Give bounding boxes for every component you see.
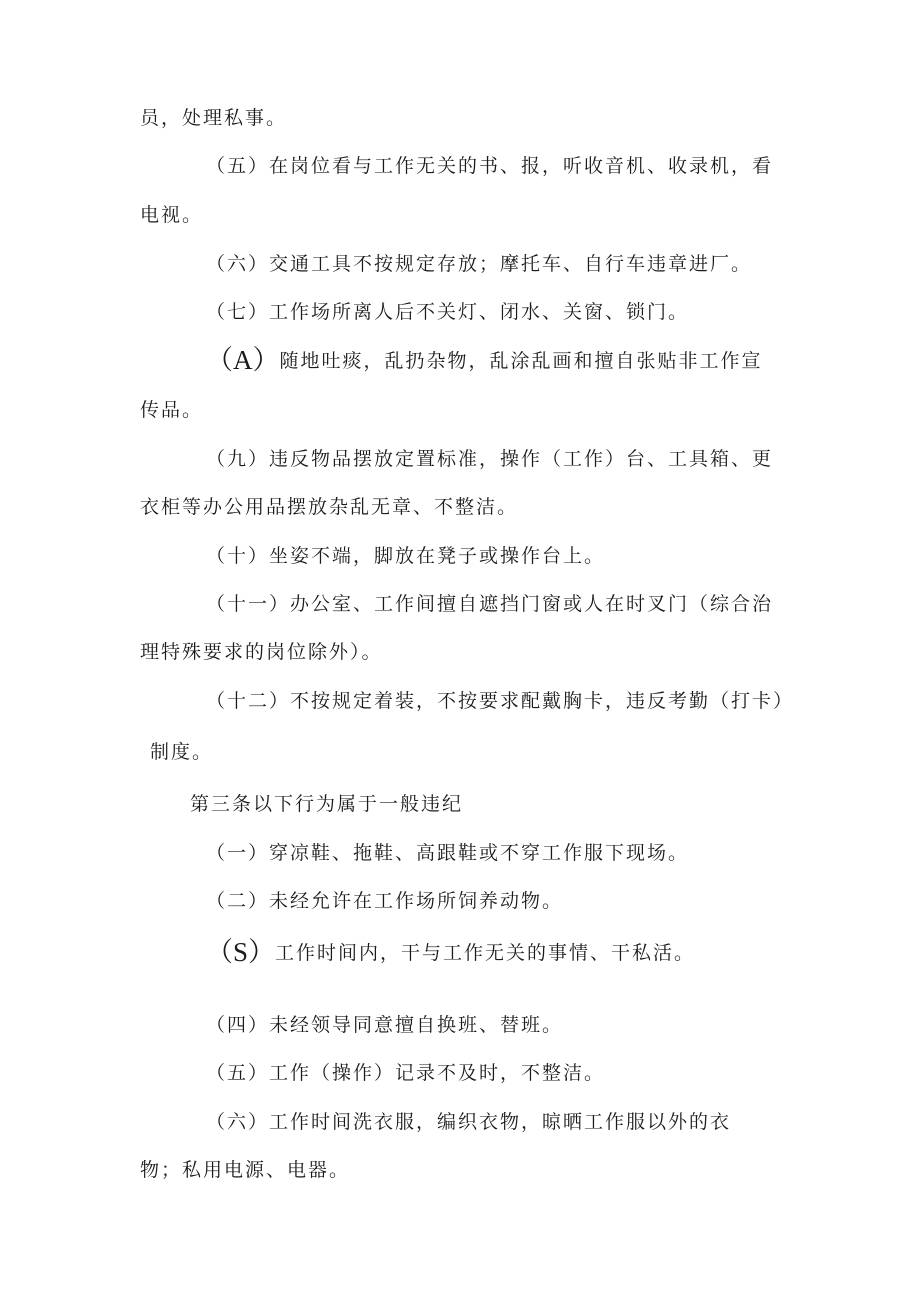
clause-8-text: 随地吐痰，乱扔杂物，乱涂乱画和擅自张贴非工作宣: [279, 350, 763, 372]
clause-5-line-2: 电视。: [140, 204, 204, 226]
clause-8-marker: （A）: [206, 345, 280, 375]
clause-11-line-1: （十一）办公室、工作间擅自遮挡门窗或人在时叉门（综合治: [206, 593, 774, 615]
general-clause-3-marker: （S）: [206, 937, 276, 967]
clause-12-line-2: 制度。: [150, 741, 214, 763]
clause-12-line-1: （十二）不按规定着装，不按要求配戴胸卡，违反考勤（打卡）: [206, 690, 795, 712]
section-heading: 第三条以下行为属于一般违纪: [190, 793, 464, 815]
clause-9-line-1: （九）违反物品摆放定置标准，操作（工作）台、工具箱、更: [206, 448, 774, 470]
clause-9-line-2: 衣柜等办公用品摆放杂乱无章、不整洁。: [140, 496, 519, 518]
clause-6: （六）交通工具不按规定存放；摩托车、自行车违章进厂。: [206, 253, 753, 275]
clause-7: （七）工作场所离人后不关灯、闭水、关窗、锁门。: [206, 301, 690, 323]
general-clause-6-line-2: 物；私用电源、电器。: [140, 1159, 351, 1181]
paragraph-continuation: 员，处理私事。: [140, 107, 288, 129]
clause-11-line-2: 理特殊要求的岗位除外）。: [140, 641, 383, 663]
general-clause-1: （一）穿凉鞋、拖鞋、高跟鞋或不穿工作服下现场。: [206, 842, 690, 864]
general-clause-5: （五）工作（操作）记录不及时，不整洁。: [206, 1062, 606, 1084]
clause-5-line-1: （五）在岗位看与工作无关的书、报，听收音机、收录机，看: [206, 155, 774, 177]
clause-10: （十）坐姿不端，脚放在凳子或操作台上。: [206, 545, 606, 567]
general-clause-3: [206, 937, 696, 967]
clause-8-line-2: 传品。: [140, 399, 204, 421]
general-clause-4: （四）未经领导同意擅自换班、替班。: [206, 1014, 564, 1036]
clause-8-line-1: [206, 345, 763, 375]
general-clause-2: （二）未经允许在工作场所饲养动物。: [206, 890, 564, 912]
general-clause-6-line-1: （六）工作时间洗衣服，编织衣物，晾晒工作服以外的衣: [206, 1111, 732, 1133]
general-clause-3-text: 工作时间内，干与工作无关的事情、干私活。: [275, 942, 696, 964]
